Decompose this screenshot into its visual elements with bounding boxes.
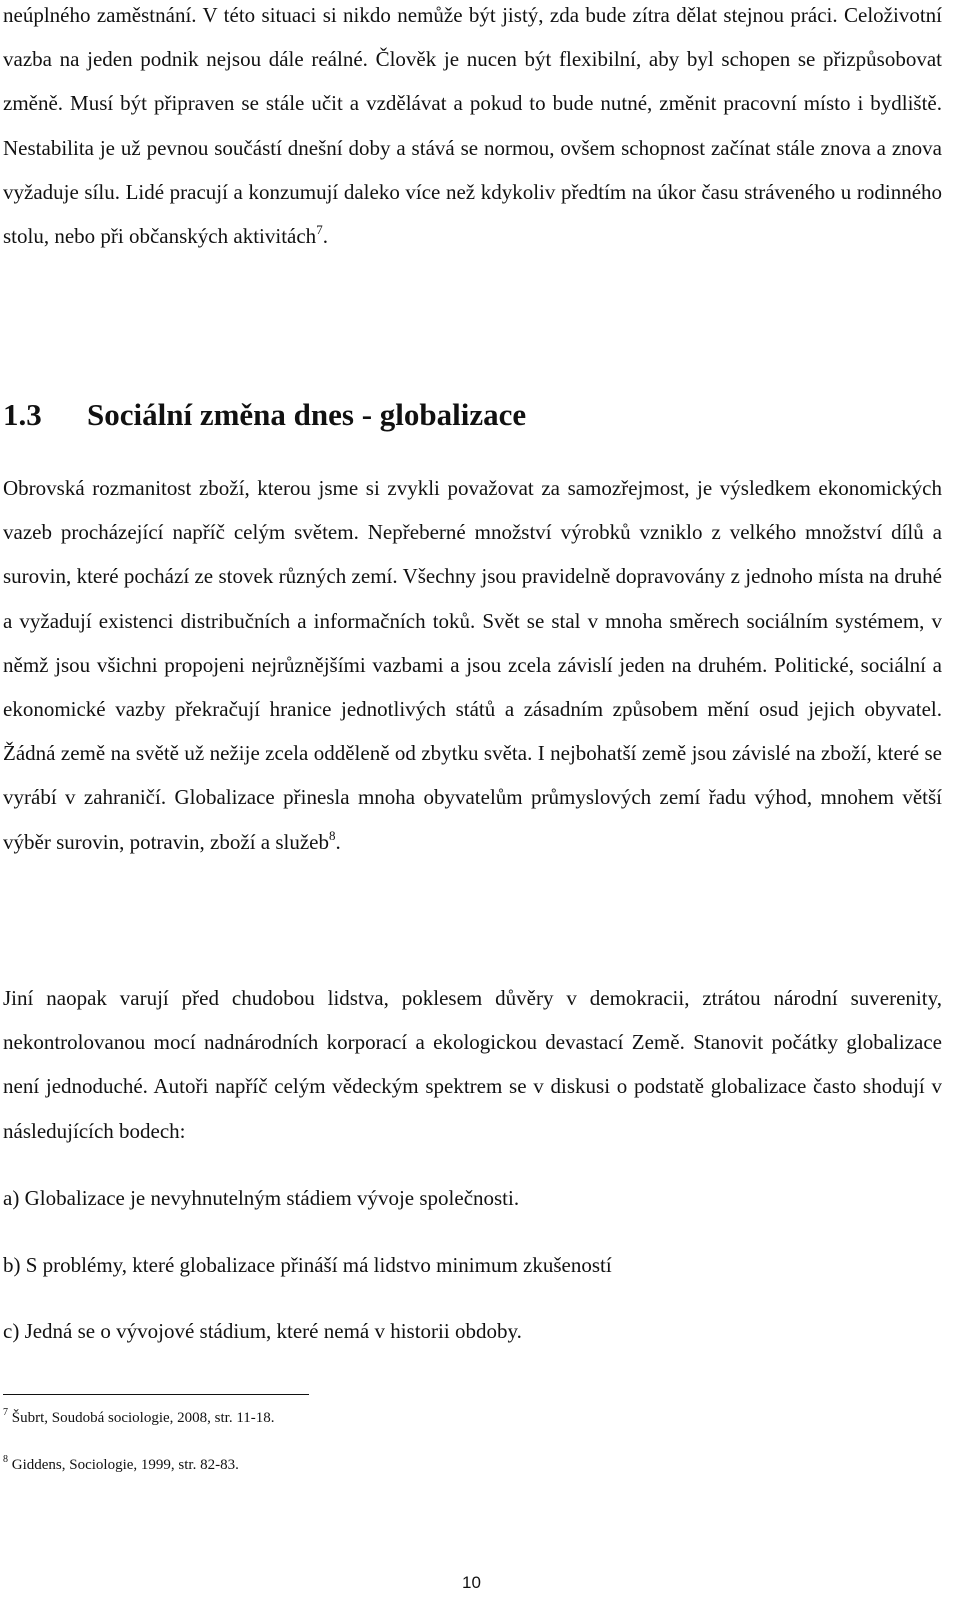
paragraph-line: zbytku světa. I nejbohatší země jsou závislé na zboží, které se vyrábí v zahraničí. bbox=[3, 741, 943, 810]
section-heading bbox=[3, 390, 942, 440]
paragraph-line: v diskusi o podstatě globalizace často shodují v následujících bodech: bbox=[3, 1074, 943, 1143]
footnote-text: Giddens, Sociologie, 1999, str. 82-83. bbox=[11, 1457, 239, 1473]
section-number: 1.3 bbox=[3, 397, 42, 432]
paragraph-line: Politické, sociální a ekonomické vazby překračují hranice jednotlivých států a zásadním bbox=[3, 652, 942, 722]
paragraph-line: způsobem mění osud jejich obyvatel. Žádná země na světě už nežije zcela odděleně od bbox=[3, 697, 942, 766]
list-item: c) Jedná se o vývojové stádium, které nemá v historii obdoby. bbox=[3, 1319, 522, 1343]
paragraph-line: Všechny jsou pravidelně dopravovány z jednoho místa na druhé a vyžadují existenci bbox=[3, 564, 943, 633]
paragraph-line: výběr surovin, potravin, zboží a služeb bbox=[3, 829, 329, 854]
paragraph-line: výrobků vzniklo z velkého množství dílů a surovin, které pochází ze stovek různých zemí. bbox=[3, 520, 942, 589]
footnote-mark: 7 bbox=[3, 1407, 8, 1418]
paragraph-line: rodinného stolu, nebo při občanských aktivitách bbox=[3, 179, 943, 249]
paragraph-line: práci. Celoživotní vazba na jeden podnik nejsou dále reálné. Člověk je nucen být flexibilní, bbox=[3, 3, 942, 72]
paragraph-line: v němž jsou všichni propojeni nejrůznějšími vazbami a jsou zcela závislí jeden na druhém. bbox=[3, 608, 943, 677]
paragraph-line: aby byl schopen se přizpůsobovat změně. Musí být připraven se stále učit a vzdělávat a bbox=[3, 47, 943, 116]
section-title: Sociální změna dnes - globalizace bbox=[87, 397, 527, 432]
footnote bbox=[3, 1455, 942, 1475]
paragraph-line: neúplného zaměstnání. V této situaci si nikdo nemůže být jistý, zda bude zítra dělat stejnou bbox=[3, 3, 785, 27]
paragraph-line: suverenity, nekontrolovanou mocí nadnárodních korporací a ekologickou devastací Země. bbox=[3, 986, 942, 1055]
paragraph-line: Globalizace přinesla mnoha obyvatelům průmyslových zemí řadu výhod, mnohem větší bbox=[174, 785, 943, 810]
footnote-mark: 8 bbox=[3, 1454, 8, 1465]
footnote-reference[interactable]: 8 bbox=[329, 827, 336, 843]
list-item: b) S problémy, které globalizace přináší má lidstvo minimum zkušeností bbox=[3, 1253, 612, 1277]
paragraph-line: Lidé pracují a konzumují daleko více než kdykoliv předtím na úkor času stráveného u bbox=[125, 179, 852, 204]
paragraph-flexibility bbox=[3, 0, 942, 258]
footnote-reference[interactable]: 7 bbox=[316, 222, 323, 238]
footnote-text: Šubrt, Soudobá sociologie, 2008, str. 11-18. bbox=[11, 1410, 275, 1426]
paragraph-line: Jiní naopak varují před chudobou lidstva, poklesem důvěry v demokracii, ztrátou národní bbox=[3, 986, 838, 1010]
paragraph-globalization bbox=[3, 466, 942, 864]
paragraph-end: . bbox=[322, 224, 328, 249]
paragraph-line: distribučních a informačních toků. Svět se stal v mnoha směrech sociálním systémem, bbox=[180, 608, 925, 633]
footnote-separator bbox=[3, 1394, 309, 1395]
paragraph-line: pokud to bude nutné, změnit pracovní místo i bydliště. Nestabilita je už pevnou součástí bbox=[3, 91, 943, 160]
paragraph-line: Stanovit počátky globalizace není jednoduché. Autoři napříč celým vědeckým spektrem se bbox=[3, 1030, 942, 1099]
footnote bbox=[3, 1408, 942, 1428]
list-item: a) Globalizace je nevyhnutelným stádiem vývoje společnosti. bbox=[3, 1186, 520, 1210]
paragraph-line: výsledkem ekonomických vazeb procházející napříč celým světem. Nepřeberné množství bbox=[3, 476, 942, 545]
paragraph-criticism bbox=[3, 976, 942, 1153]
paragraph-line: dnešní doby a stává se normou, ovšem schopnost začínat stále znova a znova vyžaduje sílu. bbox=[3, 135, 942, 204]
paragraph-end: . bbox=[335, 829, 341, 854]
paragraph-line: Obrovská rozmanitost zboží, kterou jsme si zvykli považovat za samozřejmost, je bbox=[3, 476, 713, 500]
page-number: 10 bbox=[462, 1573, 481, 1592]
